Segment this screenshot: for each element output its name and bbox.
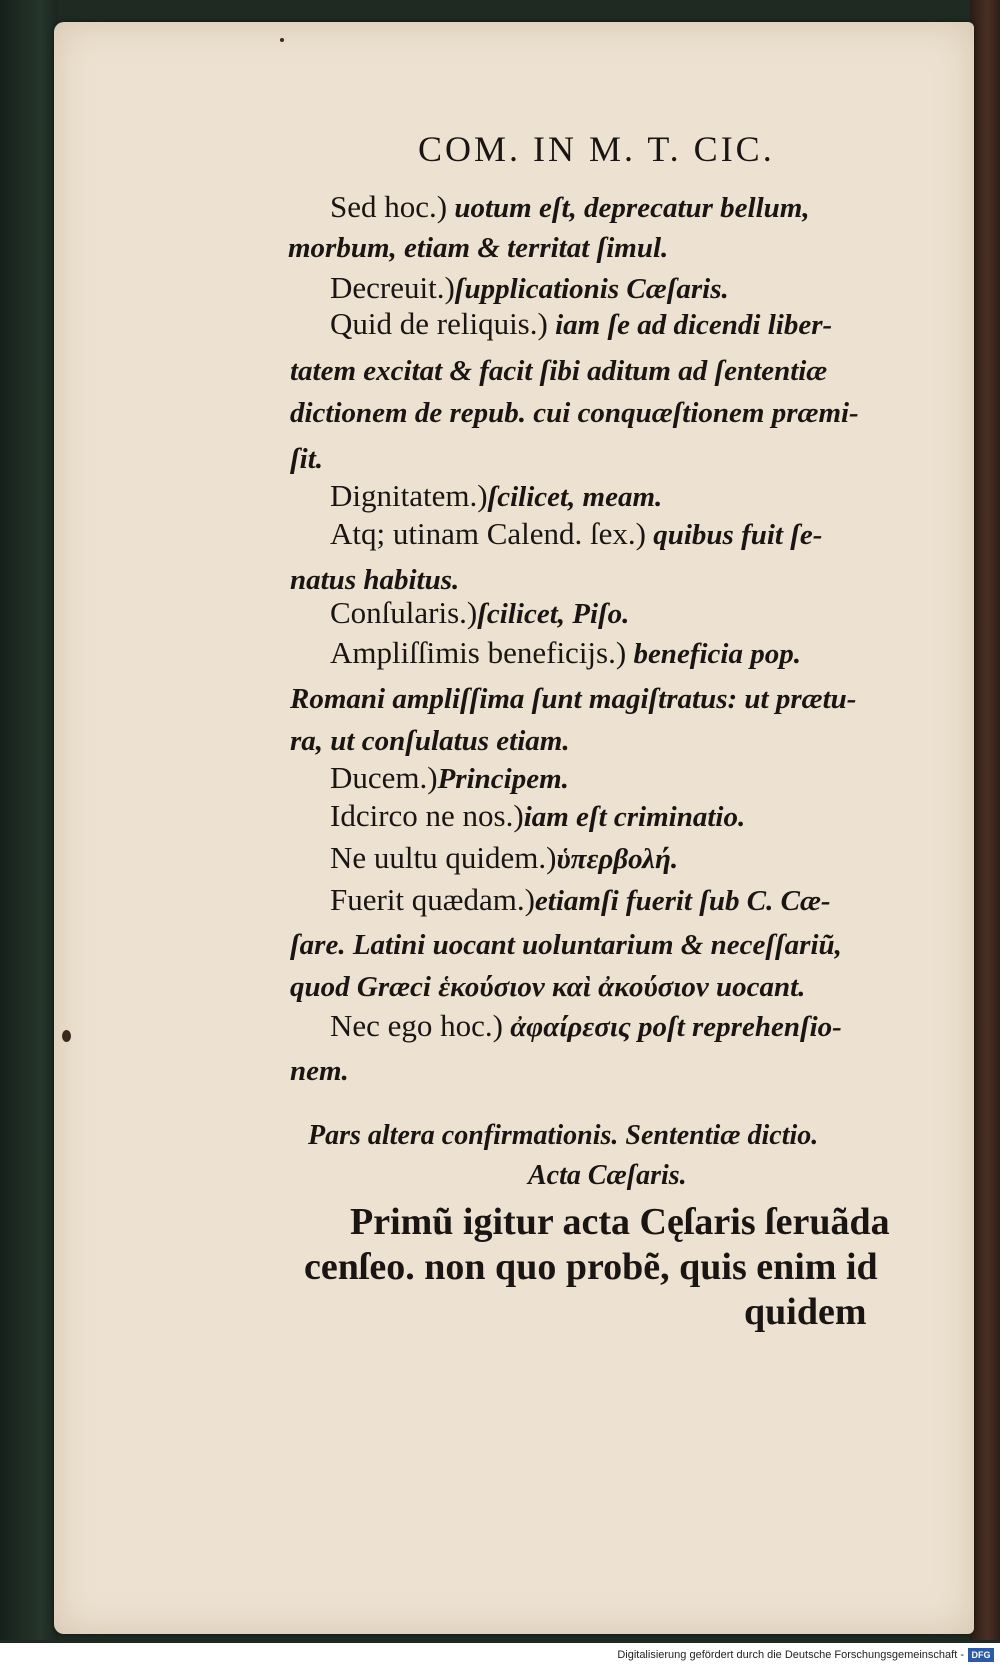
- text-line: Nec ego hoc.) ἀφαίρεσις poſt reprehenſio-: [330, 1008, 842, 1043]
- text-line: morbum, etiam & territat ſimul.: [288, 232, 669, 264]
- text-line: Ampliſſimis beneficijs.) beneficia pop.: [330, 635, 801, 670]
- text-line: ra, ut conſulatus etiam.: [290, 725, 570, 757]
- text-line: tatem excitat & facit ſibi aditum ad ſententiæ: [290, 355, 828, 387]
- text-line: Conſularis.)ſcilicet, Piſo.: [330, 595, 630, 630]
- text-line: Fuerit quædam.)etiamſi fuerit ſub C. Cæ-: [330, 882, 831, 917]
- main-text-line: cenſeo. non quo probẽ, quis enim id: [304, 1246, 878, 1288]
- text-line: quod Græci ἑκούσιον καὶ ἀκούσιον uocant.: [290, 971, 806, 1003]
- catchword: quidem: [744, 1291, 867, 1333]
- text-line: ſit.: [290, 443, 324, 475]
- text-line: Atq; utinam Calend. ſex.) quibus fuit ſe-: [330, 516, 823, 551]
- funding-notice: Digitalisierung gefördert durch die Deutsche Forschungsgemeinschaft -: [617, 1649, 964, 1661]
- text-line: Quid de reliquis.) iam ſe ad dicendi liber-: [330, 306, 833, 341]
- page-speck: [62, 1030, 71, 1042]
- text-line: ſare. Latini uocant uoluntarium & neceſſariũ,: [290, 929, 842, 961]
- footer-bar: [0, 1643, 1000, 1671]
- text-line: Decreuit.)ſupplicationis Cæſaris.: [330, 270, 729, 305]
- text-line: Ne uultu quidem.)ὑπερβολή.: [330, 840, 679, 875]
- text-line: dictionem de repub. cui conquæſtionem præmi-: [290, 397, 859, 429]
- text-line: Idcirco ne nos.)iam eſt criminatio.: [330, 798, 746, 833]
- dfg-logo: DFG: [968, 1648, 994, 1662]
- text-line: Dignitatem.)ſcilicet, meam.: [330, 478, 663, 513]
- page-speck: [280, 38, 284, 42]
- book-cover-right: [970, 0, 1000, 1640]
- text-line: nem.: [290, 1055, 349, 1087]
- running-header: COM. IN M. T. CIC.: [418, 129, 775, 169]
- main-text-line: Primũ igitur acta Cęſaris ſeruãda: [350, 1201, 890, 1243]
- text-line: Ducem.)Principem.: [330, 760, 569, 795]
- section-subheading: Pars altera confirmationis. Sententiæ dictio.: [308, 1120, 819, 1151]
- book-cover-edge: [0, 0, 58, 1640]
- text-line: Romani ampliſſima ſunt magiſtratus: ut prætu-: [290, 683, 857, 715]
- section-subheading: Acta Cæſaris.: [528, 1160, 687, 1191]
- text-line: Sed hoc.) uotum eſt, deprecatur bellum,: [330, 189, 810, 224]
- text-line: natus habitus.: [290, 564, 460, 596]
